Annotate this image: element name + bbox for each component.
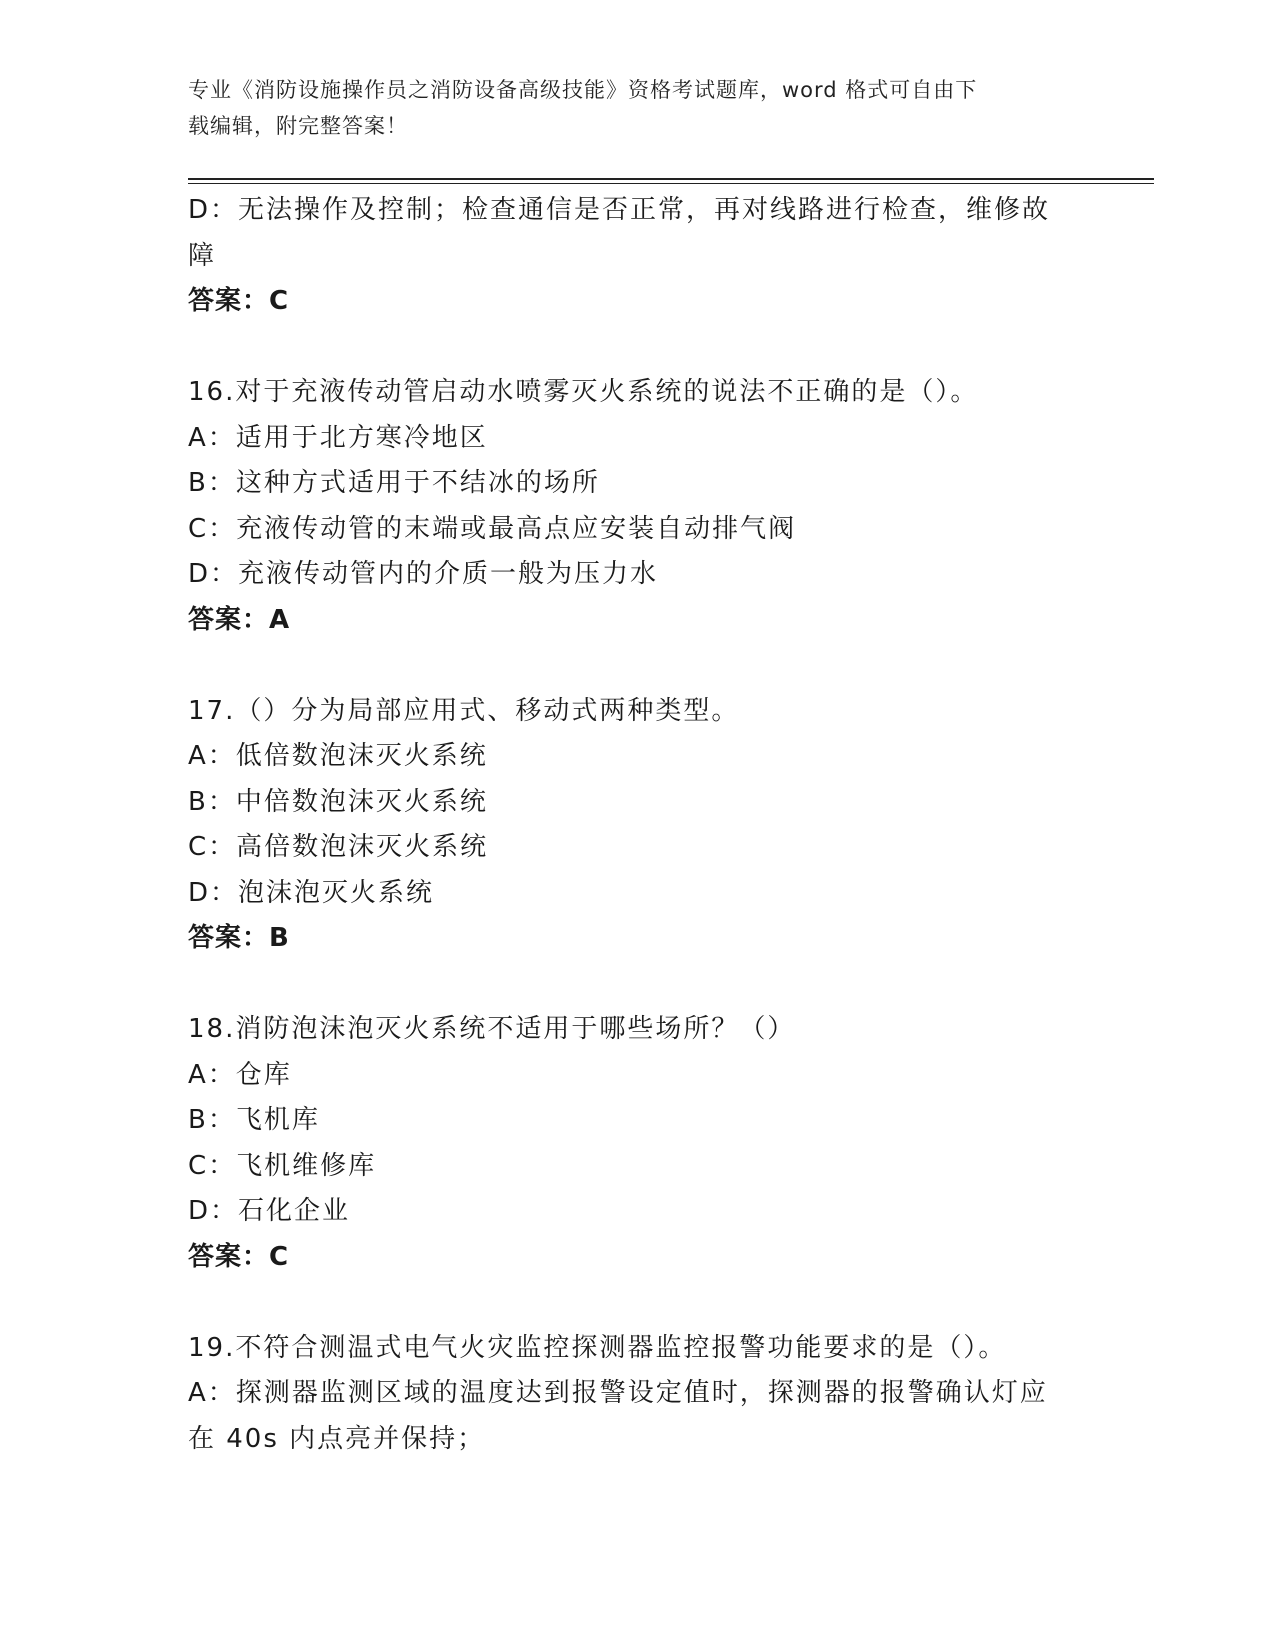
answer-label: 答案：C [188, 286, 290, 316]
option-d: D：充液传动管内的介质一般为压力水 [188, 559, 659, 589]
document-header [188, 72, 1088, 144]
option-a-line-2: 在 40s 内点亮并保持； [188, 1423, 486, 1454]
option-b: B：飞机库 [188, 1105, 320, 1135]
carryover-block [188, 188, 1088, 325]
header-line-1: 专业《消防设施操作员之消防设备高级技能》资格考试题库，word 格式可自由下 [188, 78, 978, 102]
header-line-2: 载编辑，附完整答案！ [188, 114, 408, 138]
option-d-line-1: D：无法操作及控制；检查通信是否正常，再对线路进行检查，维修故 [188, 195, 1051, 225]
answer-label: 答案：A [188, 604, 291, 635]
option-d-line-2: 障 [188, 240, 217, 271]
option-b: B：这种方式适用于不结冰的场所 [188, 468, 600, 498]
option-a: A：适用于北方寒冷地区 [188, 422, 488, 453]
option-a: A：低倍数泡沫灭火系统 [188, 741, 488, 771]
option-c: C：充液传动管的末端或最高点应安装自动排气阀 [188, 513, 797, 544]
question-body [188, 188, 1088, 1462]
spacer [188, 325, 1088, 371]
spacer [188, 643, 1088, 689]
option-c: C：高倍数泡沫灭火系统 [188, 832, 489, 862]
spacer [188, 962, 1088, 1008]
question-18 [188, 1007, 1088, 1280]
option-b: B：中倍数泡沫灭火系统 [188, 786, 488, 817]
option-d: D：泡沫泡灭火系统 [188, 877, 435, 908]
spacer [188, 1280, 1088, 1326]
question-16 [188, 370, 1088, 643]
question-stem: 18.消防泡沫泡灭火系统不适用于哪些场所？（） [188, 1014, 796, 1044]
question-stem: 17.（）分为局部应用式、移动式两种类型。 [188, 695, 740, 726]
answer-label: 答案：C [188, 1241, 290, 1272]
question-stem: 19.不符合测温式电气火灾监控探测器监控报警功能要求的是（）。 [188, 1332, 1007, 1363]
question-19 [188, 1326, 1088, 1463]
option-a: A：仓库 [188, 1059, 292, 1090]
header-divider-thick [188, 178, 1154, 180]
option-c: C：飞机维修库 [188, 1150, 377, 1181]
question-17 [188, 689, 1088, 962]
header-divider-thin [188, 183, 1154, 184]
option-d: D：石化企业 [188, 1196, 351, 1226]
question-stem: 16.对于充液传动管启动水喷雾灭火系统的说法不正确的是（）。 [188, 377, 979, 407]
answer-label: 答案：B [188, 923, 290, 953]
option-a-line-1: A：探测器监测区域的温度达到报警设定值时，探测器的报警确认灯应 [188, 1378, 1048, 1408]
